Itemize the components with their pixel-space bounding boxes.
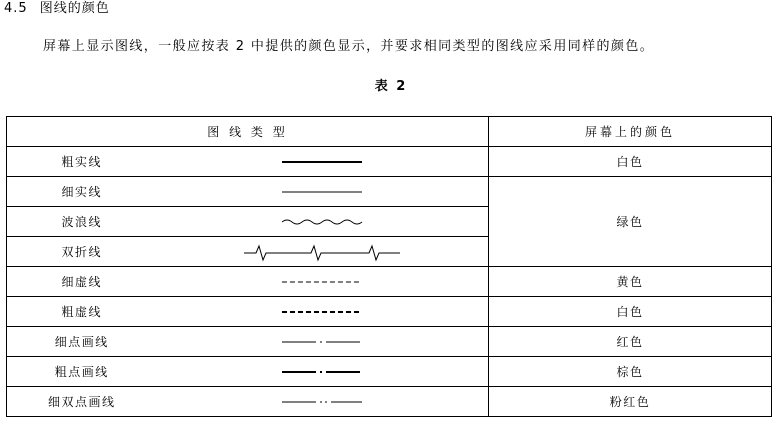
section-number: 4.5 [4,1,28,16]
line-sample-cell [157,237,489,267]
line-type-name: 波浪线 [7,207,157,237]
line-type-name: 粗实线 [7,147,157,177]
wavy-line-sample [277,217,367,227]
thin-dashed-line-sample [277,278,367,286]
thin-dash-double-dot-line-sample [277,398,367,406]
table-row [7,177,772,207]
line-sample-cell [157,177,489,207]
line-type-name: 细虚线 [7,267,157,297]
body-paragraph: 屏幕上显示图线，一般应按表 2 中提供的颜色显示，并要求相同类型的图线应采用同样的颜色。 [43,39,655,54]
line-type-name: 细双点画线 [7,387,157,417]
thick-dash-dot-line-sample [277,368,367,376]
line-type-name: 粗点画线 [7,357,157,387]
line-color-table [6,116,772,417]
table-row [7,147,772,177]
screen-color: 红色 [489,327,772,357]
table-caption: 表 2 [374,79,408,94]
line-sample-cell [157,357,489,387]
thick-dashed-line-sample [277,308,367,316]
table-row [7,387,772,417]
zigzag-line-sample [242,241,402,263]
thin-dash-dot-line-sample [277,338,367,346]
thin-solid-line-sample [277,188,367,196]
section-heading [4,1,110,17]
table-row [7,297,772,327]
screen-color: 棕色 [489,357,772,387]
table-row [7,267,772,297]
line-type-name: 双折线 [7,237,157,267]
line-sample-cell [157,387,489,417]
header-screen-color: 屏幕上的颜色 [489,117,772,147]
thick-solid-line-sample [277,158,367,166]
section-title: 图线的颜色 [39,1,110,16]
line-type-name: 细点画线 [7,327,157,357]
table-row [7,327,772,357]
line-sample-cell [157,147,489,177]
screen-color: 绿色 [489,177,772,267]
screen-color: 白色 [489,297,772,327]
line-sample-cell [157,267,489,297]
screen-color: 粉红色 [489,387,772,417]
line-type-name: 细实线 [7,177,157,207]
line-sample-cell [157,207,489,237]
line-sample-cell [157,297,489,327]
line-sample-cell [157,327,489,357]
header-line-type: 图 线 类 型 [7,117,489,147]
line-type-name: 粗虚线 [7,297,157,327]
table-row [7,357,772,387]
screen-color: 白色 [489,147,772,177]
screen-color: 黄色 [489,267,772,297]
table-header-row [7,117,772,147]
